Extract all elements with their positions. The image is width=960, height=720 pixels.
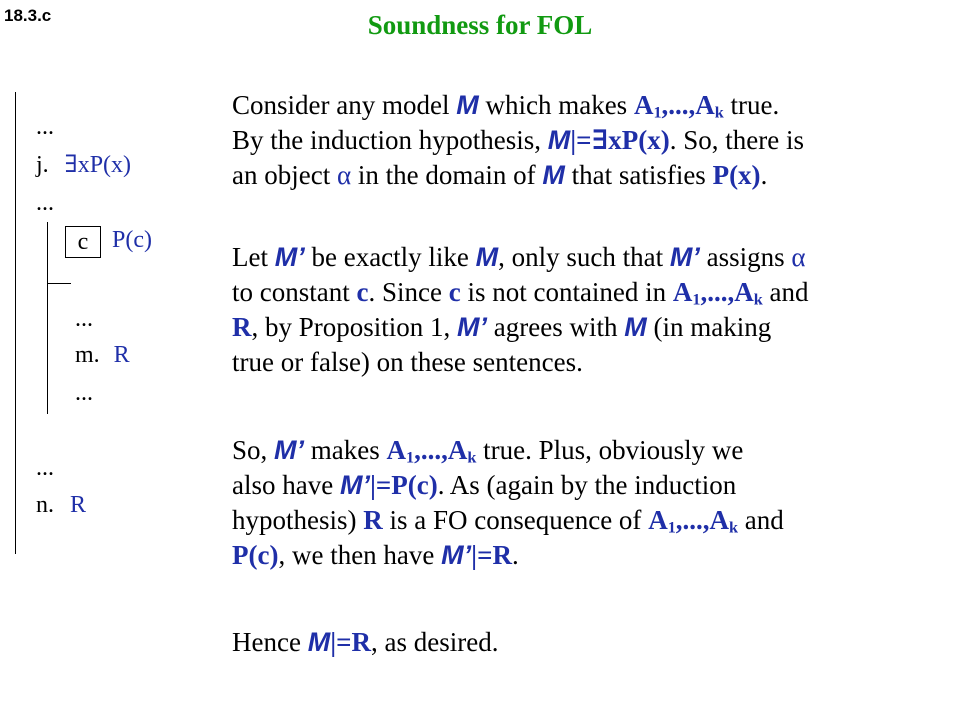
sub-scope-line — [47, 222, 48, 414]
paragraph-3 — [232, 433, 932, 573]
line-m-label: m. — [75, 342, 100, 368]
proof-diagram — [0, 0, 220, 720]
line-m-formula: R — [113, 342, 130, 368]
alpha-symbol: α — [336, 160, 352, 190]
p3-line-4: P(c), we then have M’|=R. — [232, 540, 519, 570]
p3-line-3: hypothesis) R is a FO consequence of $A_1,...,A_k$ and — [232, 505, 784, 537]
p2-line-1: Let M’ be exactly like M, only such that M’ assigns α — [232, 242, 806, 272]
p2-line-3: R, by Proposition 1, M’ agrees with M (in making — [232, 312, 772, 342]
p2-line-4: true or false) on these sentences. — [232, 347, 583, 377]
line-n-formula: R — [70, 492, 87, 518]
slide-number: 18.3.c — [4, 6, 52, 25]
line-n-label: n. — [36, 492, 54, 518]
assumption-formula: P(c) — [112, 227, 152, 253]
outer-scope-line — [15, 92, 16, 554]
line-j-formula: ∃xP(x) — [64, 152, 132, 178]
assumption-bar — [47, 283, 71, 284]
slide-title: Soundness for FOL — [367, 10, 593, 40]
proof-dots-bottom: ... — [36, 455, 54, 481]
p1-line-1: Consider any model M which makes $A_1,...,A_k$ true. — [232, 90, 780, 122]
p1-line-3: an object α in the domain of M that satisfies P(x). — [232, 160, 768, 190]
proof-line-j — [36, 151, 131, 179]
paragraph-2 — [232, 240, 932, 380]
proof-line-n — [36, 491, 86, 519]
p3-line-2: also have M’|=P(c). As (again by the induction — [232, 470, 737, 500]
proof-dots-mid: ... — [36, 190, 54, 216]
proof-subdots-1: ... — [75, 306, 93, 332]
paragraph-1 — [232, 88, 932, 193]
p1-line-2: By the induction hypothesis, M|=∃xP(x). So, there is — [232, 125, 805, 155]
proof-line-m — [75, 341, 130, 369]
proof-dots-top: ... — [36, 114, 54, 140]
p4-line-1: Hence M|=R, as desired. — [232, 627, 499, 657]
line-j-label: j. — [36, 152, 49, 178]
p2-line-2: to constant c. Since c is not contained in $A_1,...,A_k$ and — [232, 277, 809, 309]
paragraph-4 — [232, 625, 932, 660]
model-m: M — [456, 90, 479, 120]
boxed-constant: c — [65, 226, 101, 258]
proof-subdots-2: ... — [75, 380, 93, 406]
p3-line-1: So, M’ makes $A_1,...,A_k$ true. Plus, obviously we — [232, 435, 744, 467]
